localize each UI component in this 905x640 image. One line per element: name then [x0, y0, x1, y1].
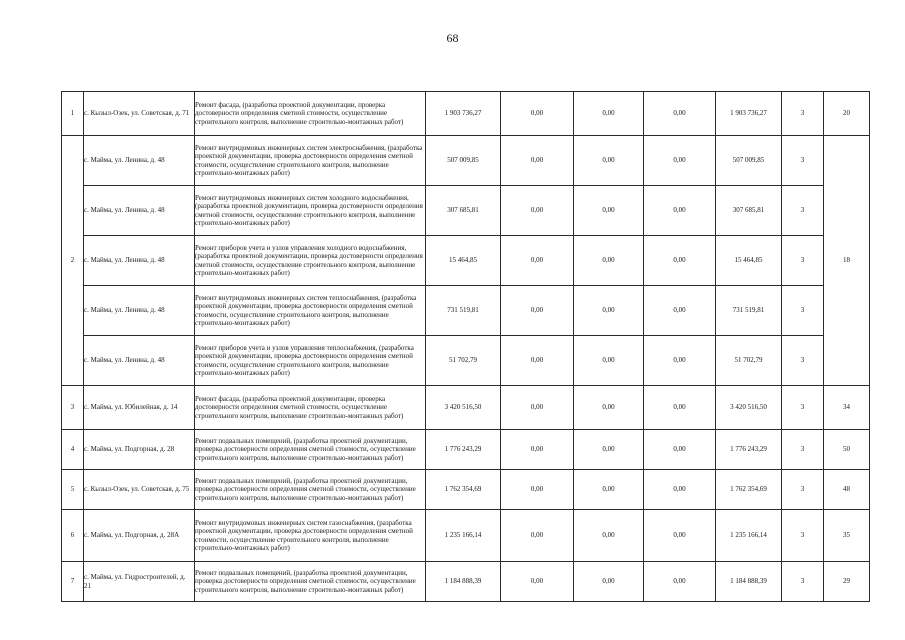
address-text: с. Майма, ул. Ленина, д. 48 — [84, 206, 165, 215]
fund-value-1: 0,00 — [501, 562, 574, 602]
table-row — [62, 470, 870, 510]
total-cost: 1 776 243,29 — [426, 430, 501, 470]
period-value: 3 — [782, 470, 824, 510]
group-total: 20 — [824, 92, 870, 136]
fund-value-2: 0,00 — [574, 562, 644, 602]
table-row — [62, 136, 870, 186]
fund-value-3: 0,00 — [644, 336, 716, 386]
address-text: с. Майма, ул. Ленина, д. 48 — [84, 156, 165, 165]
address-text: с. Майма, ул. Юбилейная, д. 14 — [84, 403, 178, 412]
owners-funds: 731 519,81 — [716, 286, 782, 336]
group-total: 34 — [824, 386, 870, 430]
fund-value-3: 0,00 — [644, 386, 716, 430]
fund-value-1: 0,00 — [501, 136, 574, 186]
address-cell — [84, 510, 195, 562]
table-row — [62, 92, 870, 136]
address-text: с. Майма, ул. Ленина, д. 48 — [84, 356, 165, 365]
item-number: 5 — [62, 470, 84, 510]
owners-funds: 1 762 354,69 — [716, 470, 782, 510]
period-value: 3 — [782, 336, 824, 386]
group-total: 50 — [824, 430, 870, 470]
fund-value-3: 0,00 — [644, 430, 716, 470]
period-value: 3 — [782, 136, 824, 186]
fund-value-2: 0,00 — [574, 336, 644, 386]
work-description: Ремонт фасада, (разработка проектной документации, проверка достоверности определения сметной стоимости, осуществление строительного контроля, выполнение строительно-монтажных работ) — [195, 92, 426, 136]
total-cost: 1 903 736,27 — [426, 92, 501, 136]
total-cost: 15 464,85 — [426, 236, 501, 286]
address-cell — [84, 92, 195, 136]
fund-value-2: 0,00 — [574, 386, 644, 430]
period-value: 3 — [782, 386, 824, 430]
period-value: 3 — [782, 186, 824, 236]
address-cell — [84, 136, 195, 186]
item-number: 1 — [62, 92, 84, 136]
fund-value-2: 0,00 — [574, 470, 644, 510]
total-cost: 307 685,81 — [426, 186, 501, 236]
owners-funds: 507 009,85 — [716, 136, 782, 186]
fund-value-2: 0,00 — [574, 136, 644, 186]
fund-value-2: 0,00 — [574, 236, 644, 286]
table-row — [62, 286, 870, 336]
fund-value-2: 0,00 — [574, 430, 644, 470]
period-value: 3 — [782, 92, 824, 136]
owners-funds: 51 702,79 — [716, 336, 782, 386]
fund-value-1: 0,00 — [501, 430, 574, 470]
period-value: 3 — [782, 286, 824, 336]
work-description: Ремонт внутридомовых инженерных систем газоснабжения, (разработка проектной документации, проверка достоверности определения сметной стоимости, осуществление строительного контроля, выполнение строительно-монтажных работ) — [195, 510, 426, 562]
address-cell — [84, 386, 195, 430]
period-value: 3 — [782, 236, 824, 286]
table-row — [62, 510, 870, 562]
work-description: Ремонт приборов учета и узлов управления холодного водоснабжения, (разработка проектной документации, проверка достоверности определения сметной стоимости, осуществление строительного контроля, выполнение строительно-монтажных работ) — [195, 236, 426, 286]
address-text: с. Майма, ул. Подгорная, д. 28А — [84, 531, 180, 540]
period-value: 3 — [782, 430, 824, 470]
total-cost: 731 519,81 — [426, 286, 501, 336]
fund-value-3: 0,00 — [644, 470, 716, 510]
address-cell — [84, 470, 195, 510]
total-cost: 51 702,79 — [426, 336, 501, 386]
address-cell — [84, 430, 195, 470]
address-cell — [84, 186, 195, 236]
fund-value-3: 0,00 — [644, 92, 716, 136]
work-description: Ремонт приборов учета и узлов управления теплоснабжения, (разработка проектной документации, проверка достоверности определения сметной стоимости, осуществление строительного контроля, выполнение строительно-монтажных работ) — [195, 336, 426, 386]
table-row — [62, 336, 870, 386]
address-text: с. Майма, ул. Подгорная, д. 28 — [84, 445, 175, 454]
fund-value-3: 0,00 — [644, 510, 716, 562]
fund-value-1: 0,00 — [501, 92, 574, 136]
work-description: Ремонт внутридомовых инженерных систем холодного водоснабжения, (разработка проектной документации, проверка достоверности определения сметной стоимости, осуществление строительного контроля, выполнение строительно-монтажных работ) — [195, 186, 426, 236]
address-cell — [84, 336, 195, 386]
owners-funds: 1 903 736,27 — [716, 92, 782, 136]
table-body — [62, 92, 870, 602]
table-row — [62, 430, 870, 470]
table-row — [62, 386, 870, 430]
fund-value-2: 0,00 — [574, 286, 644, 336]
work-description: Ремонт внутридомовых инженерных систем электроснабжения, (разработка проектной документации, проверка достоверности определения сметной стоимости, осуществление строительного контроля, выполнение строительно-монтажных работ) — [195, 136, 426, 186]
owners-funds: 15 464,85 — [716, 236, 782, 286]
group-total: 29 — [824, 562, 870, 602]
address-text: с. Майма, ул. Ленина, д. 48 — [84, 306, 165, 315]
fund-value-1: 0,00 — [501, 286, 574, 336]
fund-value-2: 0,00 — [574, 186, 644, 236]
fund-value-2: 0,00 — [574, 510, 644, 562]
item-number: 7 — [62, 562, 84, 602]
total-cost: 1 762 354,69 — [426, 470, 501, 510]
total-cost: 1 184 888,39 — [426, 562, 501, 602]
work-description: Ремонт подвальных помещений, (разработка проектной документации, проверка достоверности определения сметной стоимости, осуществление строительного контроля, выполнение строительно-монтажных работ) — [195, 470, 426, 510]
address-text: с. Кызыл-Озек, ул. Советская, д. 71 — [84, 109, 190, 118]
fund-value-1: 0,00 — [501, 510, 574, 562]
item-number: 6 — [62, 510, 84, 562]
group-total: 48 — [824, 470, 870, 510]
work-description: Ремонт подвальных помещений, (разработка проектной документации, проверка достоверности определения сметной стоимости, осуществление строительного контроля, выполнение строительно-монтажных работ) — [195, 562, 426, 602]
period-value: 3 — [782, 510, 824, 562]
fund-value-3: 0,00 — [644, 136, 716, 186]
fund-value-1: 0,00 — [501, 470, 574, 510]
total-cost: 3 420 516,50 — [426, 386, 501, 430]
item-number: 2 — [62, 136, 84, 386]
address-text: с. Майма, ул. Ленина, д. 48 — [84, 256, 165, 265]
item-number: 3 — [62, 386, 84, 430]
fund-value-1: 0,00 — [501, 336, 574, 386]
owners-funds: 3 420 516,50 — [716, 386, 782, 430]
table-row — [62, 186, 870, 236]
fund-value-1: 0,00 — [501, 386, 574, 430]
repair-works-table — [61, 91, 870, 602]
owners-funds: 1 235 166,14 — [716, 510, 782, 562]
address-cell — [84, 236, 195, 286]
address-text: с. Кызыл-Озек, ул. Советская, д. 75 — [84, 485, 190, 494]
owners-funds: 1 776 243,29 — [716, 430, 782, 470]
page-number: 68 — [446, 31, 459, 45]
table-row — [62, 562, 870, 602]
work-description: Ремонт подвальных помещений, (разработка проектной документации, проверка достоверности определения сметной стоимости, осуществление строительного контроля, выполнение строительно-монтажных работ) — [195, 430, 426, 470]
fund-value-1: 0,00 — [501, 186, 574, 236]
fund-value-3: 0,00 — [644, 186, 716, 236]
address-cell — [84, 286, 195, 336]
fund-value-1: 0,00 — [501, 236, 574, 286]
item-number: 4 — [62, 430, 84, 470]
work-description: Ремонт внутридомовых инженерных систем теплоснабжения, (разработка проектной документации, проверка достоверности определения сметной стоимости, осуществление строительного контроля, выполнение строительно-монтажных работ) — [195, 286, 426, 336]
fund-value-3: 0,00 — [644, 236, 716, 286]
total-cost: 507 009,85 — [426, 136, 501, 186]
owners-funds: 1 184 888,39 — [716, 562, 782, 602]
group-total: 18 — [824, 136, 870, 386]
group-total: 35 — [824, 510, 870, 562]
fund-value-3: 0,00 — [644, 286, 716, 336]
period-value: 3 — [782, 562, 824, 602]
total-cost: 1 235 166,14 — [426, 510, 501, 562]
fund-value-2: 0,00 — [574, 92, 644, 136]
address-cell — [84, 562, 195, 602]
table-row — [62, 236, 870, 286]
owners-funds: 307 685,81 — [716, 186, 782, 236]
fund-value-3: 0,00 — [644, 562, 716, 602]
work-description: Ремонт фасада, (разработка проектной документации, проверка достоверности определения сметной стоимости, осуществление строительного контроля, выполнение строительно-монтажных работ) — [195, 386, 426, 430]
address-text: с. Майма, ул. Гидростроителей, д. 21 — [84, 573, 186, 590]
